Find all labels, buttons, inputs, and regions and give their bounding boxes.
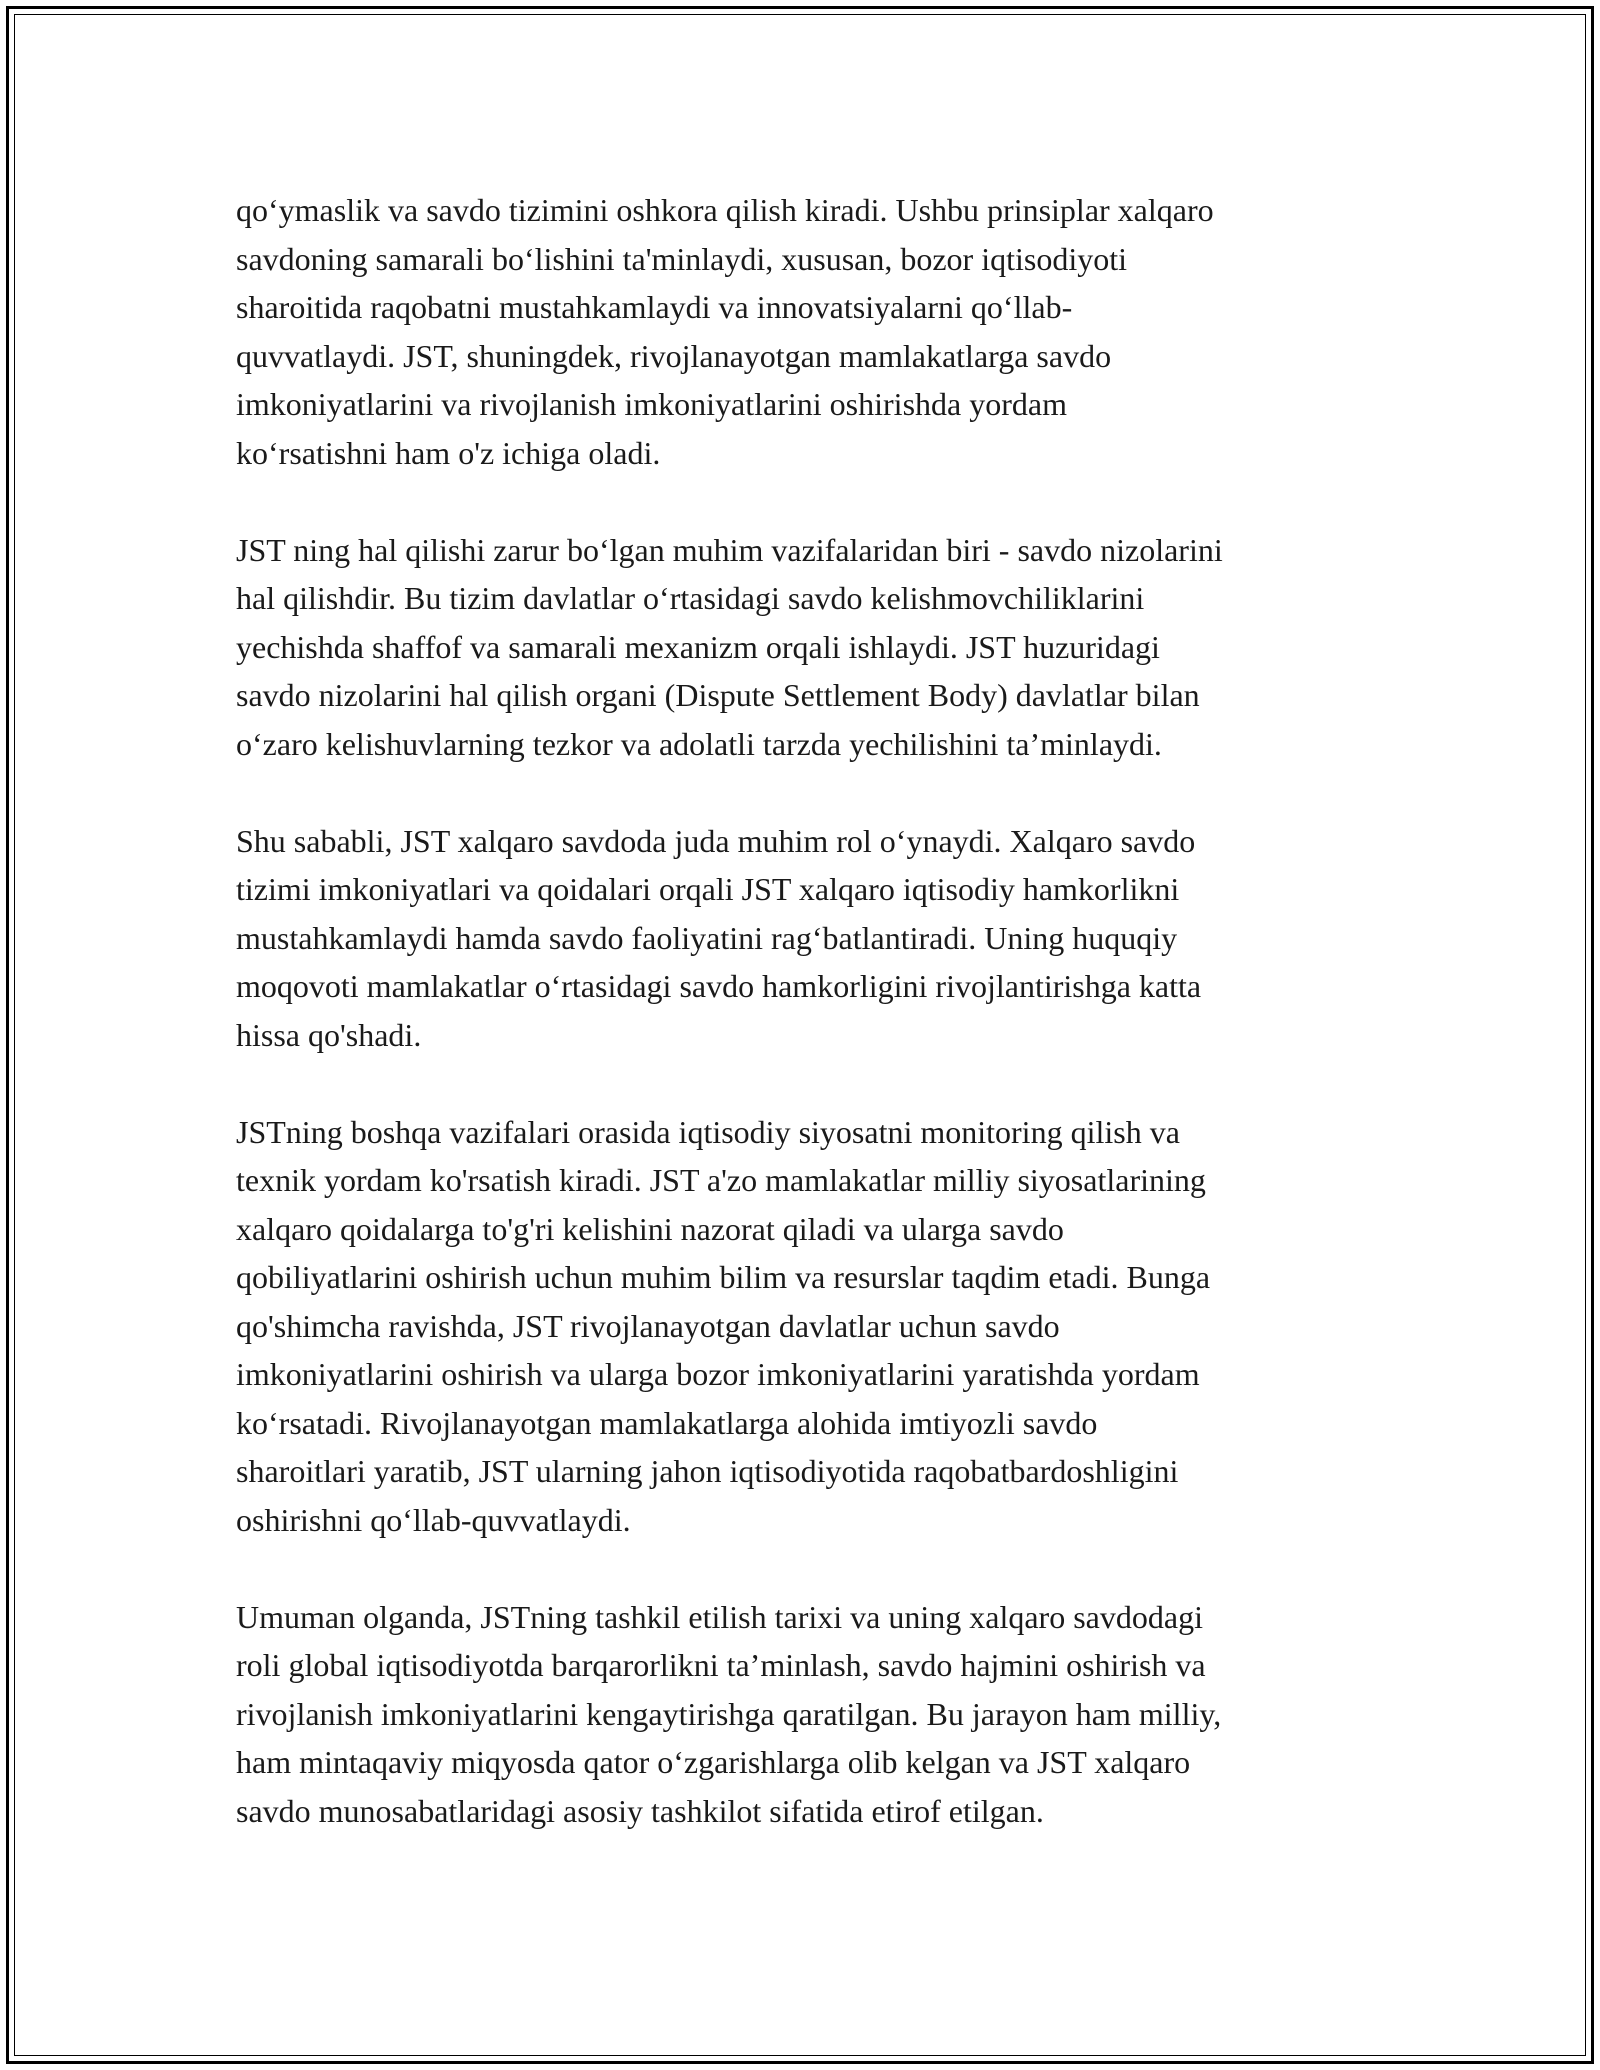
text-line: yechishda shaffof va samarali mexanizm orqali ishlaydi. JST huzuridagi <box>236 628 1160 665</box>
paragraph-4 <box>236 1108 1376 1545</box>
text-line: qo‘ymaslik va savdo tizimini oshkora qilish kiradi. Ushbu prinsiplar xalqaro <box>236 192 1214 228</box>
text-line: qobiliyatlarini oshirish uchun muhim bilim va resurslar taqdim etadi. Bunga <box>236 1259 1211 1295</box>
text-line: imkoniyatlarini oshirish va ularga bozor imkoniyatlarini yaratishda yordam <box>236 1356 1200 1392</box>
text-line: texnik yordam ko'rsatish kiradi. JST a'zo mamlakatlar milliy siyosatlarining <box>236 1162 1206 1198</box>
text-line: quvvatlaydi. JST, shuningdek, rivojlanayotgan mamlakatlarga savdo <box>236 337 1112 374</box>
text-line: ko‘rsatishni ham o'z ichiga oladi. <box>236 434 661 471</box>
text-line: savdo munosabatlaridagi asosiy tashkilot sifatida etirof etilgan. <box>236 1792 1044 1829</box>
text-line: sharoitida raqobatni mustahkamlaydi va innovatsiyalarni qo‘llab- <box>236 289 1073 325</box>
text-line: moqovoti mamlakatlar o‘rtasidagi savdo hamkorligini rivojlantirishga katta <box>236 968 1202 1004</box>
text-line: savdo nizolarini hal qilish organi (Dispute Settlement Body) davlatlar bilan <box>236 677 1200 713</box>
text-line: imkoniyatlarini va rivojlanish imkoniyatlarini oshirishda yordam <box>236 386 1067 422</box>
text-line: sharoitlari yaratib, JST ularning jahon iqtisodiyotida raqobatbardoshligini <box>236 1453 1179 1489</box>
text-line: roli global iqtisodiyotda barqarorlikni ta’minlash, savdo hajmini oshirish va <box>236 1647 1206 1683</box>
text-line: xalqaro qoidalarga to'g'ri kelishini nazorat qiladi va ularga savdo <box>236 1210 1064 1247</box>
text-line: Umuman olganda, JSTning tashkil etilish tarixi va uning xalqaro savdodagi <box>236 1598 1203 1635</box>
text-line: mustahkamlaydi hamda savdo faoliyatini rag‘batlantiradi. Uning huquqiy <box>236 919 1178 956</box>
text-line: savdoning samarali bo‘lishini ta'minlaydi, xususan, bozor iqtisodiyoti <box>236 240 1127 277</box>
text-line: JSTning boshqa vazifalari orasida iqtisodiy siyosatni monitoring qilish va <box>236 1113 1180 1150</box>
text-line: JST ning hal qilishi zarur bo‘lgan muhim vazifalaridan biri - savdo nizolarini <box>236 531 1223 568</box>
text-line: hissa qo'shadi. <box>236 1016 422 1053</box>
text-line: rivojlanish imkoniyatlarini kengaytirishga qaratilgan. Bu jarayon ham milliy, <box>236 1695 1222 1732</box>
text-line: hal qilishdir. Bu tizim davlatlar o‘rtasidagi savdo kelishmovchiliklarini <box>236 580 1145 616</box>
paragraph-3 <box>236 817 1376 1060</box>
document-body <box>236 186 1376 1884</box>
paragraph-2 <box>236 526 1376 769</box>
text-line: oshirishni qo‘llab-quvvatlaydi. <box>236 1501 631 1538</box>
paragraph-1 <box>236 186 1376 477</box>
text-line: qo'shimcha ravishda, JST rivojlanayotgan davlatlar uchun savdo <box>236 1307 1060 1344</box>
text-line: tizimi imkoniyatlari va qoidalari orqali JST xalqaro iqtisodiy hamkorlikni <box>236 871 1180 907</box>
text-line: ko‘rsatadi. Rivojlanayotgan mamlakatlarga alohida imtiyozli savdo <box>236 1404 1098 1441</box>
text-line: Shu sababli, JST xalqaro savdoda juda muhim rol o‘ynaydi. Xalqaro savdo <box>236 822 1196 859</box>
text-line: o‘zaro kelishuvlarning tezkor va adolatli tarzda yechilishini ta’minlaydi. <box>236 725 1162 762</box>
text-line: ham mintaqaviy miqyosda qator o‘zgarishlarga olib kelgan va JST xalqaro <box>236 1744 1191 1780</box>
paragraph-5 <box>236 1593 1376 1836</box>
